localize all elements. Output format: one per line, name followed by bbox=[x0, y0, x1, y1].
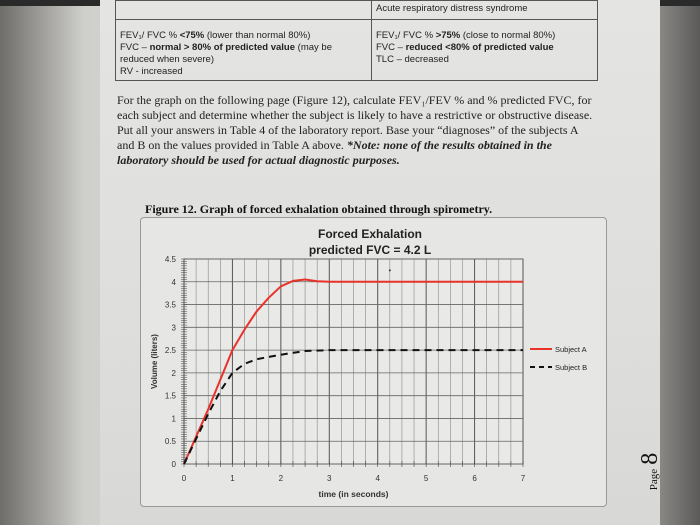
y-tick-label: 2 bbox=[171, 368, 176, 378]
figure-caption: Figure 12. Graph of forced exhalation obtained through spirometry. bbox=[145, 202, 493, 216]
x-axis-label: time (in seconds) bbox=[318, 489, 389, 499]
x-tick-label: 3 bbox=[327, 474, 332, 483]
instructions-text: For the graph on the following page (Figure 12), calculate FEV₁/FEV % and % predicted FVC, for each subject and determine whether the subject is likely to have a restrictive or obstructive disease. Put all your answers in Table 4 of the laboratory report. Base your “diagnoses” of the subjects A and B on the values provided in Table A above. bbox=[117, 93, 593, 152]
criteria-bold: normal > 80% of predicted value bbox=[149, 42, 296, 53]
y-axis-label: Volume (liters) bbox=[150, 334, 159, 389]
criteria-text: FVC – bbox=[120, 42, 150, 53]
criteria-bold: <75% bbox=[179, 30, 205, 41]
x-tick-label: 7 bbox=[520, 474, 526, 483]
y-tick-label: 4 bbox=[171, 277, 176, 287]
criteria-text: FEV₁/ FVC % bbox=[120, 30, 180, 41]
x-tick-label: 6 bbox=[472, 474, 477, 483]
legend-label: Subject A bbox=[555, 345, 587, 354]
legend-label: Subject B bbox=[555, 363, 588, 372]
criteria-text: RV - increased bbox=[120, 66, 183, 77]
y-tick-label: 3.5 bbox=[164, 300, 176, 310]
y-tick-label: 2.5 bbox=[164, 346, 176, 356]
stray-dot bbox=[389, 269, 391, 271]
criteria-text: TLC – decreased bbox=[376, 54, 449, 65]
x-tick-label: 1 bbox=[230, 474, 235, 483]
chart-title: Forced Exhalation bbox=[317, 227, 423, 241]
y-tick-label: 0 bbox=[171, 460, 176, 469]
y-tick-label: 4.5 bbox=[164, 255, 176, 264]
y-tick-label: 0.5 bbox=[164, 437, 176, 447]
y-tick-label: 1 bbox=[171, 414, 176, 424]
x-tick-label: 4 bbox=[375, 474, 380, 483]
chart-subtitle: predicted FVC = 4.2 L bbox=[308, 243, 432, 257]
page-number bbox=[637, 453, 664, 490]
y-tick-label: 3 bbox=[171, 323, 176, 333]
note-text: *Note: none of the results obtained in the laboratory should be used for actual diagnostic purposes. bbox=[117, 138, 552, 167]
criteria-text: (close to normal 80%) bbox=[460, 30, 556, 41]
x-tick-label: 0 bbox=[181, 474, 187, 483]
criteria-text: (lower than normal 80%) bbox=[204, 30, 311, 41]
x-tick-label: 5 bbox=[423, 474, 429, 483]
criteria-text: FVC – bbox=[376, 42, 406, 53]
criteria-bold: >75% bbox=[435, 30, 461, 41]
y-tick-label: 1.5 bbox=[164, 391, 176, 401]
page-number-value: 8 bbox=[637, 452, 664, 465]
criteria-bold: reduced <80% of predicted value bbox=[405, 42, 554, 53]
criteria-text: FEV₁/ FVC % bbox=[376, 30, 436, 41]
page-word: Page bbox=[648, 468, 661, 491]
table-header-ards: Acute respiratory distress syndrome bbox=[372, 1, 598, 20]
criteria-text: (may be reduced when severe) bbox=[120, 42, 332, 65]
x-tick-label: 2 bbox=[278, 474, 284, 483]
